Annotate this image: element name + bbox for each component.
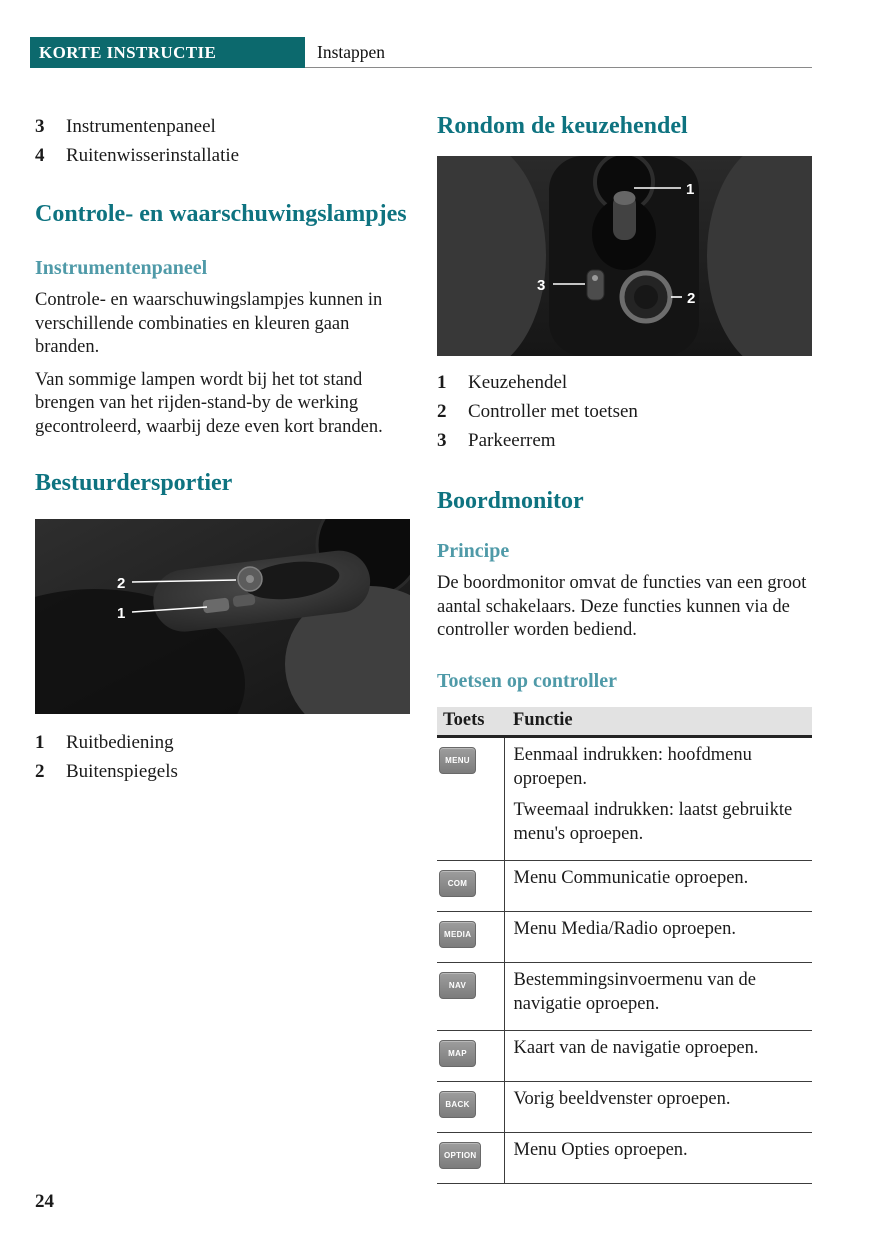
com-key-icon: COM [439, 870, 476, 897]
option-key-icon: OPTION [439, 1142, 481, 1169]
right-column [437, 112, 812, 1184]
parking-brake-switch [587, 270, 604, 300]
list-item [437, 368, 812, 397]
list-item-number: 3 [35, 116, 45, 137]
list-item-label: Ruitenwisserinstallatie [66, 145, 240, 166]
gear-selector-photo [437, 156, 812, 356]
list-item [35, 757, 410, 786]
media-key-icon: MEDIA [439, 921, 476, 948]
function-text: Vorig beeldvenster oproepen. [513, 1088, 731, 1109]
list-item [35, 112, 410, 141]
paragraph: Controle- en waarschuwingslampjes kunnen in verschillende combinaties en kleuren gaan branden. [35, 290, 383, 357]
paragraph: Van sommige lampen wordt bij het tot stand brengen van het rijden-stand-by de werking gecontroleerd, waarbij deze even kort branden. [35, 369, 383, 437]
function-text: Kaart van de navigatie oproepen. [513, 1037, 759, 1058]
table-row [437, 736, 812, 860]
subheading-principle: Principe [437, 540, 510, 562]
list-item [35, 728, 410, 757]
controller-buttons-table [437, 707, 812, 1184]
list-item-label: Instrumentenpaneel [66, 116, 216, 137]
function-cell [504, 1030, 812, 1081]
table-row [437, 911, 812, 962]
list-item-label: Keuzehendel [468, 372, 568, 393]
function-text: Tweemaal indrukken: laatst gebruikte menu's oproepen. [513, 799, 793, 844]
table-row [437, 860, 812, 911]
list-item-label: Ruitbediening [66, 732, 174, 753]
callout-number: 1 [117, 605, 126, 622]
function-text: Menu Opties oproepen. [513, 1139, 688, 1160]
door-controls-photo [35, 519, 410, 714]
table-row [437, 1132, 812, 1183]
seat-shape [437, 156, 546, 356]
list-item [437, 397, 812, 426]
subheading-instrument-panel: Instrumentenpaneel [35, 257, 208, 279]
table-row [437, 1030, 812, 1081]
callout-number: 1 [686, 181, 695, 198]
function-cell [504, 911, 812, 962]
back-key-icon: BACK [439, 1091, 476, 1118]
table-row [437, 1081, 812, 1132]
heading-board-monitor: Boordmonitor [437, 488, 584, 514]
heading-gear-selector: Rondom de keuzehendel [437, 113, 688, 139]
selector-legend-list [437, 368, 812, 455]
heading-driver-door: Bestuurdersportier [35, 470, 233, 496]
gear-selector-illustration [437, 156, 812, 356]
page-header [30, 37, 812, 68]
function-cell [504, 962, 812, 1030]
list-item-number: 4 [35, 145, 45, 166]
door-controls-illustration [35, 519, 410, 714]
callout-number: 2 [687, 290, 696, 307]
list-item-number: 2 [437, 401, 447, 422]
section-banner [30, 37, 305, 68]
column-header-functie: Functie [504, 707, 812, 737]
function-cell [504, 1132, 812, 1183]
section-title: KORTE INSTRUCTIE [39, 42, 217, 62]
function-cell [504, 1081, 812, 1132]
list-item-number: 2 [35, 761, 45, 782]
door-legend-list [35, 728, 410, 786]
list-item [35, 141, 410, 170]
function-cell [504, 736, 812, 860]
list-item-label: Controller met toetsen [468, 401, 638, 422]
list-item-label: Buitenspiegels [66, 761, 178, 782]
list-item [437, 426, 812, 455]
subheading-controller-buttons: Toetsen op controller [437, 669, 617, 692]
list-item-number: 3 [437, 430, 447, 451]
list-item-number: 1 [437, 372, 447, 393]
seat-shape [707, 156, 812, 356]
list-item-number: 1 [35, 732, 45, 753]
table-row [437, 962, 812, 1030]
menu-key-icon: MENU [439, 747, 476, 774]
continued-numbered-list [35, 112, 410, 170]
list-item-label: Parkeerrem [468, 430, 556, 451]
function-text: Eenmaal indrukken: hoofdmenu oproepen. [513, 744, 752, 789]
paragraph: De boordmonitor omvat de functies van een groot aantal schakelaars. Deze functies kunnen via de controller worden bediend. [437, 573, 807, 640]
function-text: Menu Media/Radio oproepen. [513, 918, 736, 939]
callout-number: 3 [537, 277, 546, 294]
left-column [35, 112, 410, 1184]
function-cell [504, 860, 812, 911]
function-text: Menu Communicatie oproepen. [513, 867, 749, 888]
map-key-icon: MAP [439, 1040, 476, 1067]
heading-warning-lamps: Controle- en waarschuwingslampjes [35, 201, 407, 227]
page-number: 24 [35, 1191, 54, 1212]
content-columns [35, 112, 812, 1184]
function-text: Bestemmingsinvoermenu van de navigatie oproepen. [513, 969, 757, 1014]
nav-key-icon: NAV [439, 972, 476, 999]
chapter-title: Instappen [317, 41, 386, 62]
chapter-area [305, 37, 812, 68]
callout-number: 2 [117, 575, 126, 592]
table-header-row [437, 707, 812, 737]
column-header-toets: Toets [437, 707, 504, 737]
